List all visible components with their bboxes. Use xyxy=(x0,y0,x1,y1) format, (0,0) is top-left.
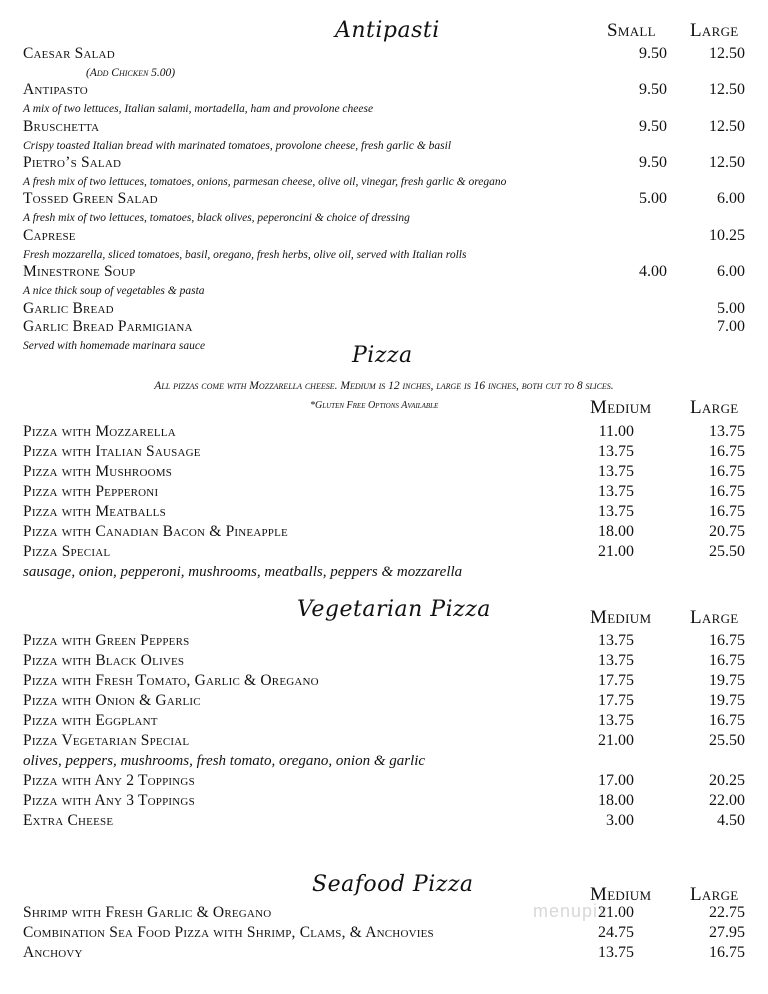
menu-item-name: Pizza Vegetarian Special xyxy=(23,732,190,749)
menu-item-name: Pizza with Eggplant xyxy=(23,712,158,729)
menu-item-name: Pietro’s Salad xyxy=(23,154,122,171)
large-price: 12.50 xyxy=(709,154,745,171)
menu-item-name: Shrimp with Fresh Garlic & Oregano xyxy=(23,904,272,921)
medium-price: 13.75 xyxy=(598,632,634,649)
medium-price: 21.00 xyxy=(598,904,634,921)
medium-price: 17.75 xyxy=(598,692,634,709)
large-price: 5.00 xyxy=(717,300,745,317)
large-price: 16.75 xyxy=(709,712,745,729)
large-price: 16.75 xyxy=(709,503,745,520)
large-price: 25.50 xyxy=(709,543,745,560)
large-price: 16.75 xyxy=(709,944,745,961)
medium-column-header: Medium xyxy=(590,607,652,628)
medium-price: 13.75 xyxy=(598,443,634,460)
large-price: 6.00 xyxy=(717,263,745,280)
item-description: A nice thick soup of vegetables & pasta xyxy=(23,285,205,297)
small-price: 9.50 xyxy=(639,81,667,98)
menu-item-name: Antipasto xyxy=(23,81,88,98)
large-price: 16.75 xyxy=(709,632,745,649)
menu-item-name: Tossed Green Salad xyxy=(23,190,158,207)
large-price: 19.75 xyxy=(709,692,745,709)
menu-item-name: Pizza with Fresh Tomato, Garlic & Oregano xyxy=(23,672,319,689)
small-price: 5.00 xyxy=(639,190,667,207)
menu-item-name: Pizza with Canadian Bacon & Pineapple xyxy=(23,523,288,540)
small-price: 4.00 xyxy=(639,263,667,280)
medium-price: 21.00 xyxy=(598,732,634,749)
menu-item-name: Garlic Bread xyxy=(23,300,114,317)
large-price: 16.75 xyxy=(709,652,745,669)
large-price: 20.75 xyxy=(709,523,745,540)
menu-item-name: Combination Sea Food Pizza with Shrimp, Clams, & Anchovies xyxy=(23,924,434,941)
medium-price: 24.75 xyxy=(598,924,634,941)
menu-item-name: Pizza with Any 3 Toppings xyxy=(23,792,195,809)
small-price: 9.50 xyxy=(639,45,667,62)
large-column-header: Large xyxy=(690,397,739,418)
medium-price: 17.75 xyxy=(598,672,634,689)
vegetarian-pizza-title: Vegetarian Pizza xyxy=(297,597,491,622)
large-price: 10.25 xyxy=(709,227,745,244)
large-price: 16.75 xyxy=(709,483,745,500)
menu-item-name: Pizza with Onion & Garlic xyxy=(23,692,201,709)
medium-price: 13.75 xyxy=(598,503,634,520)
medium-price: 13.75 xyxy=(598,944,634,961)
large-price: 12.50 xyxy=(709,45,745,62)
medium-price: 21.00 xyxy=(598,543,634,560)
medium-price: 3.00 xyxy=(606,812,634,829)
menu-item-name: Pizza with Meatballs xyxy=(23,503,166,520)
item-description: A fresh mix of two lettuces, tomatoes, black olives, peperoncini & choice of dressing xyxy=(23,212,410,224)
small-column-header: Small xyxy=(607,20,656,41)
menu-item-name: Pizza with Mozzarella xyxy=(23,423,176,440)
antipasti-title: Antipasti xyxy=(335,18,440,43)
pizza-size-note: All pizzas come with Mozzarella cheese. Medium is 12 inches, large is 16 inches, both cut to 8 slices. xyxy=(154,380,614,392)
large-price: 12.50 xyxy=(709,118,745,135)
medium-price: 13.75 xyxy=(598,483,634,500)
medium-price: 18.00 xyxy=(598,792,634,809)
large-price: 16.75 xyxy=(709,463,745,480)
menu-item-name: Pizza with Italian Sausage xyxy=(23,443,201,460)
menu-item-name: Pizza with Pepperoni xyxy=(23,483,159,500)
menu-item-name: Pizza with Black Olives xyxy=(23,652,185,669)
large-column-header: Large xyxy=(690,884,739,905)
watermark: menupix xyxy=(533,901,609,921)
vegetarian-special-toppings: olives, peppers, mushrooms, fresh tomato, oregano, onion & garlic xyxy=(23,753,426,769)
large-price: 7.00 xyxy=(717,318,745,335)
medium-column-header: Medium xyxy=(590,397,652,418)
menu-item-name: Pizza Special xyxy=(23,543,111,560)
small-price: 9.50 xyxy=(639,154,667,171)
medium-price: 13.75 xyxy=(598,712,634,729)
menu-item-name: Caprese xyxy=(23,227,76,244)
large-price: 27.95 xyxy=(709,924,745,941)
large-price: 16.75 xyxy=(709,443,745,460)
large-price: 6.00 xyxy=(717,190,745,207)
medium-price: 13.75 xyxy=(598,463,634,480)
large-price: 22.75 xyxy=(709,904,745,921)
large-price: 19.75 xyxy=(709,672,745,689)
medium-price: 13.75 xyxy=(598,652,634,669)
menu-item-name: Bruschetta xyxy=(23,118,100,135)
large-column-header: Large xyxy=(690,607,739,628)
menu-item-name: Minestrone Soup xyxy=(23,263,136,280)
item-description: Fresh mozzarella, sliced tomatoes, basil, oregano, fresh herbs, olive oil, served with Italian rolls xyxy=(23,249,467,261)
item-description: Crispy toasted Italian bread with marinated tomatoes, provolone cheese, fresh garlic & basil xyxy=(23,140,452,152)
medium-price: 17.00 xyxy=(598,772,634,789)
item-note: (Add Chicken 5.00) xyxy=(86,67,176,79)
item-description: Served with homemade marinara sauce xyxy=(23,340,206,352)
menu-item-name: Pizza with Green Peppers xyxy=(23,632,190,649)
menu-item-name: Anchovy xyxy=(23,944,83,961)
menu-item-name: Caesar Salad xyxy=(23,45,115,62)
medium-price: 11.00 xyxy=(598,423,634,440)
menu-item-name: Garlic Bread Parmigiana xyxy=(23,318,193,335)
medium-column-header: Medium xyxy=(590,884,652,905)
menu-item-name: Extra Cheese xyxy=(23,812,114,829)
small-price: 9.50 xyxy=(639,118,667,135)
large-price: 12.50 xyxy=(709,81,745,98)
medium-price: 18.00 xyxy=(598,523,634,540)
item-description: A mix of two lettuces, Italian salami, mortadella, ham and provolone cheese xyxy=(23,103,374,115)
item-description: A fresh mix of two lettuces, tomatoes, onions, parmesan cheese, olive oil, vinegar, fresh garlic & oregano xyxy=(23,176,507,188)
large-price: 4.50 xyxy=(717,812,745,829)
menu-item-name: Pizza with Mushrooms xyxy=(23,463,173,480)
large-price: 25.50 xyxy=(709,732,745,749)
gluten-free-note: *Gluten Free Options Available xyxy=(310,400,439,411)
pizza-title: Pizza xyxy=(352,343,413,368)
seafood-pizza-title: Seafood Pizza xyxy=(312,872,474,897)
menu-item-name: Pizza with Any 2 Toppings xyxy=(23,772,195,789)
large-column-header: Large xyxy=(690,20,739,41)
pizza-special-toppings: sausage, onion, pepperoni, mushrooms, meatballs, peppers & mozzarella xyxy=(23,564,463,580)
large-price: 13.75 xyxy=(709,423,745,440)
large-price: 20.25 xyxy=(709,772,745,789)
large-price: 22.00 xyxy=(709,792,745,809)
